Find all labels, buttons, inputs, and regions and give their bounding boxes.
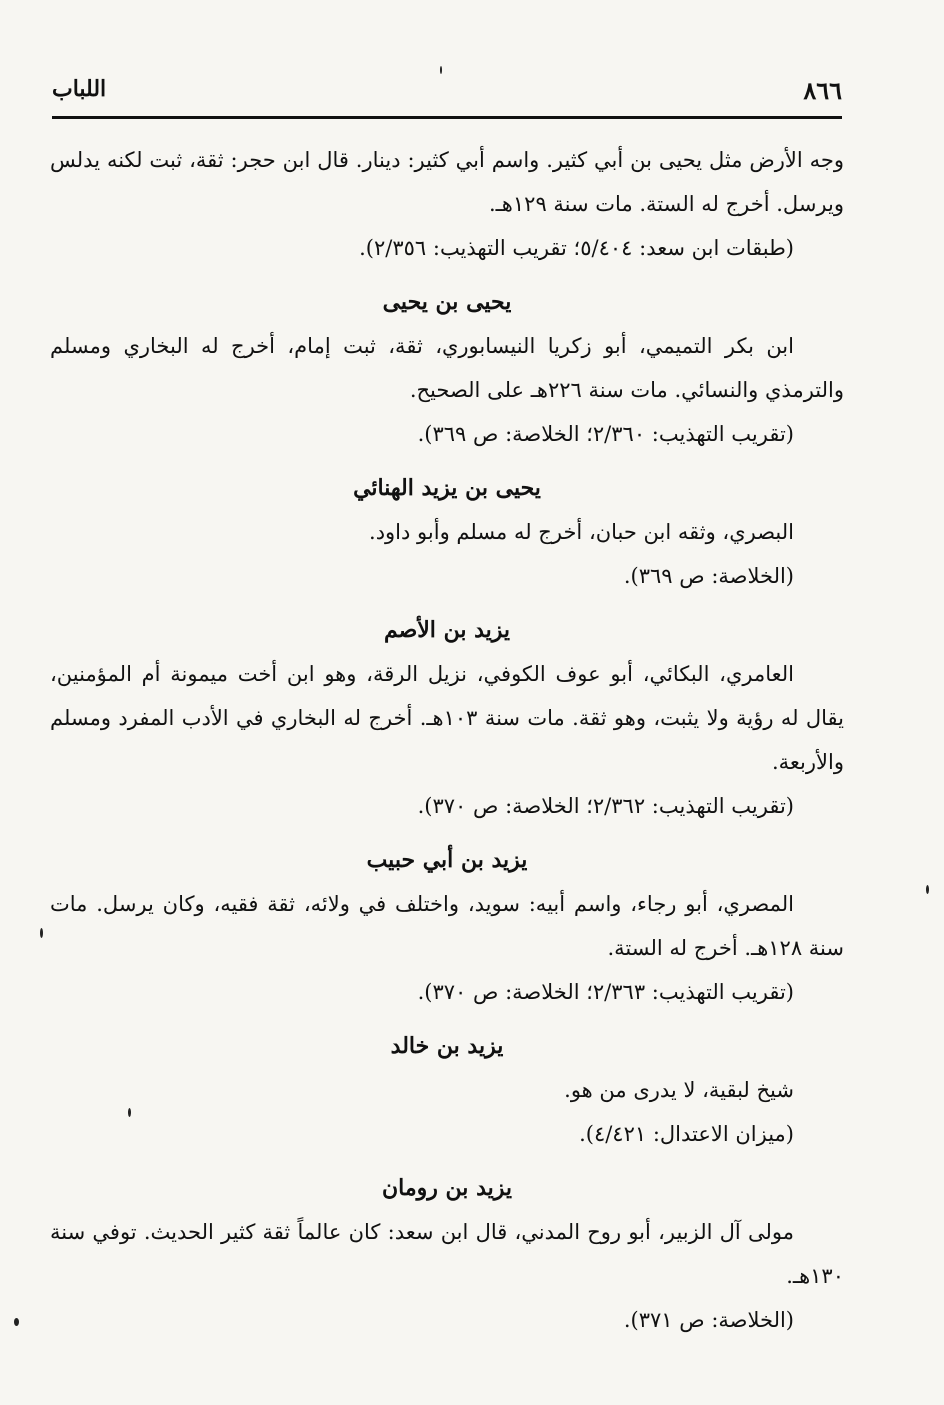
- page-header: [52, 68, 842, 108]
- entry-text: العامري، البكائي، أبو عوف الكوفي، نزيل الرقة، وهو ابن أخت ميمونة أم المؤمنين، يقال له رؤية ولا يثبت، وهو ثقة. مات سنة ١٠٣هـ. أخرج له البخاري في الأدب المفرد ومسلم والأربعة.: [50, 662, 845, 774]
- scan-speck: [40, 928, 43, 938]
- entry-reference: (تقريب التهذيب: ٢/٣٦٢؛ الخلاصة: ص ٣٧٠).: [417, 794, 794, 818]
- entry-yazid-bin-ruman: [50, 1166, 844, 1342]
- entry-reference: (الخلاصة: ص ٣٦٩).: [623, 564, 794, 588]
- entry-yahya-bin-yahya: [50, 280, 844, 456]
- entry-title: يحيى بن يزيد الهنائي: [353, 475, 541, 501]
- entry-yazid-bin-al-asamm: [50, 608, 844, 828]
- entry-yahya-bin-yazid: [50, 466, 844, 598]
- entry-text: مولى آل الزبير، أبو روح المدني، قال ابن سعد: كان عالماً ثقة كثير الحديث. توفي سنة ١٣٠هـ.: [50, 1220, 844, 1288]
- scan-speck: [128, 1108, 131, 1117]
- intro-reference: (طبقات ابن سعد: ٥/٤٠٤؛ تقريب التهذيب: ٢/٣٥٦).: [359, 236, 794, 260]
- entry-reference: (تقريب التهذيب: ٢/٣٦٣؛ الخلاصة: ص ٣٧٠).: [417, 980, 794, 1004]
- entry-yazid-bin-abi-habib: [50, 838, 844, 1014]
- entry-reference: (الخلاصة: ص ٣٧١).: [623, 1308, 794, 1332]
- scan-speck: [440, 66, 442, 74]
- entry-title: يزيد بن الأصم: [383, 617, 511, 643]
- scan-speck: [14, 1318, 19, 1326]
- entry-title: يحيى بن يحيى: [382, 289, 512, 315]
- scan-speck: [926, 885, 929, 894]
- entry-reference: (تقريب التهذيب: ٢/٣٦٠؛ الخلاصة: ص ٣٦٩).: [417, 422, 794, 446]
- entry-reference: (ميزان الاعتدال: ٤/٤٢١).: [579, 1122, 794, 1146]
- entry-title: يزيد بن أبي حبيب: [366, 847, 528, 873]
- entry-text: ابن بكر التميمي، أبو زكريا النيسابوري، ثقة، ثبت إمام، أخرج له البخاري ومسلم والترمذي والنسائي. مات سنة ٢٢٦هـ على الصحيح.: [50, 334, 844, 402]
- intro-text: وجه الأرض مثل يحيى بن أبي كثير. واسم أبي كثير: دينار. قال ابن حجر: ثقة، ثبت لكنه يدلس ويرسل. أخرج له الستة. مات سنة ١٢٩هـ.: [50, 148, 844, 216]
- intro-continuation: [50, 138, 844, 270]
- header-rule: [52, 116, 842, 119]
- running-title: اللباب: [52, 76, 107, 102]
- page-number: ٨٦٦: [803, 76, 842, 105]
- entry-text: شيخ لبقية، لا يدرى من هو.: [564, 1078, 794, 1102]
- entry-text: البصري، وثقه ابن حبان، أخرج له مسلم وأبو داود.: [369, 520, 794, 544]
- entry-title: يزيد بن رومان: [381, 1175, 512, 1201]
- entry-title: يزيد بن خالد: [390, 1033, 504, 1059]
- entry-yazid-bin-khalid: [50, 1024, 844, 1156]
- entry-text: المصري، أبو رجاء، واسم أبيه: سويد، واختلف في ولائه، ثقة فقيه، وكان يرسل. مات سنة ١٢٨هـ. أخرج له الستة.: [50, 892, 844, 960]
- page-content: [50, 138, 844, 1342]
